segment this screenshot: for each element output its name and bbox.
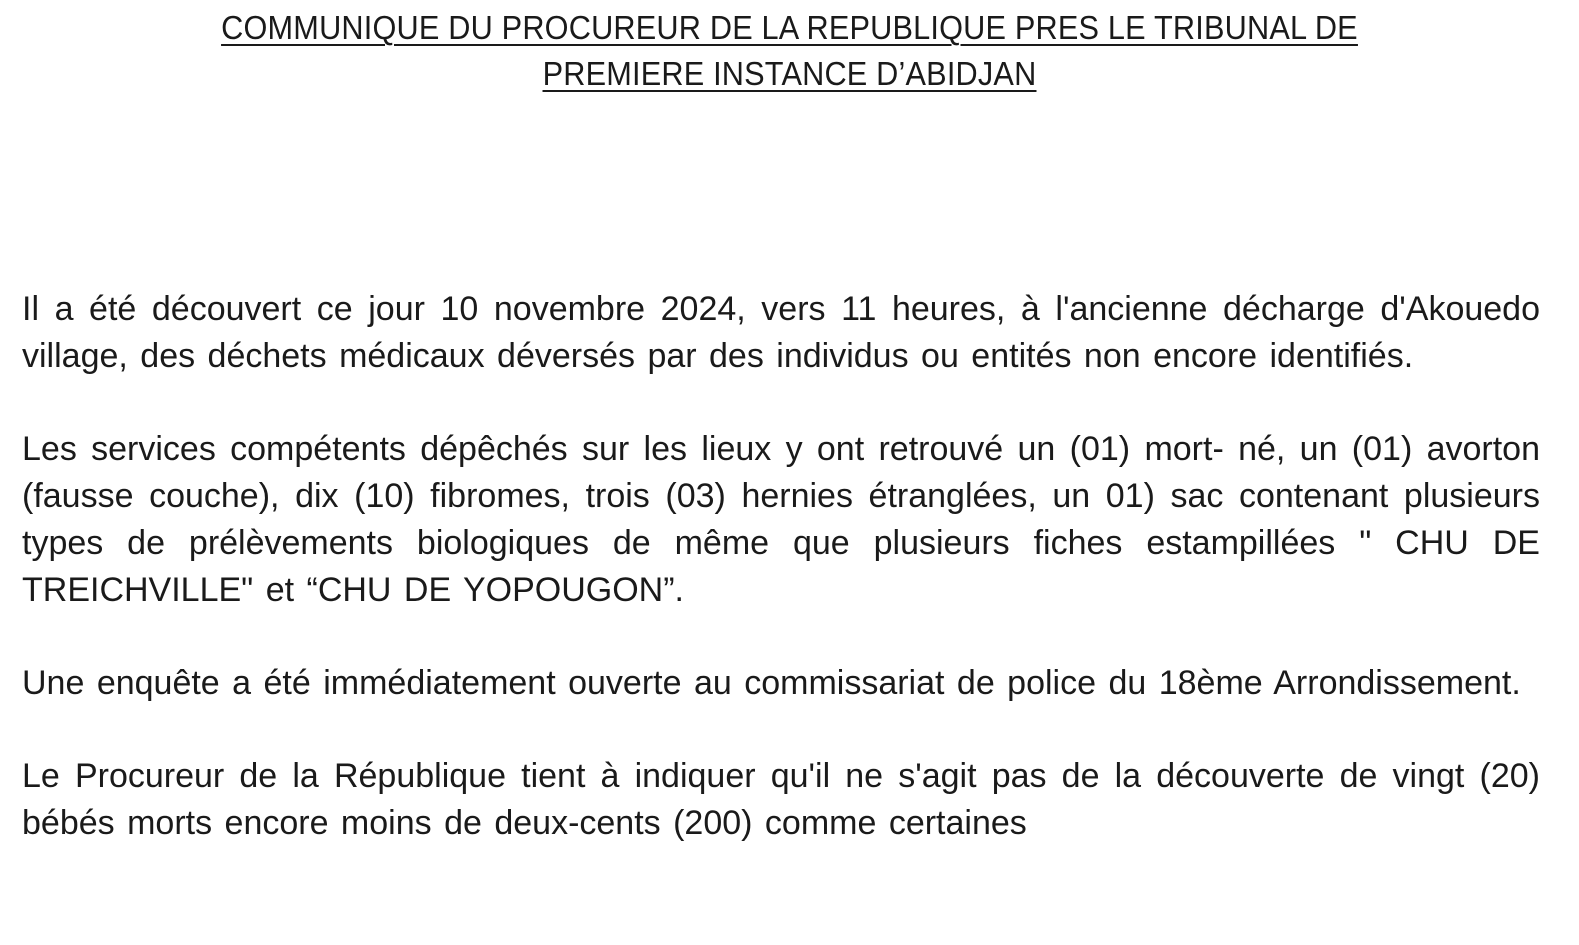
paragraph-investigation: Une enquête a été immédiatement ouverte au commissariat de police du 18ème Arrondissement. (22, 664, 1521, 702)
title-line-1-text: COMMUNIQUE DU PROCUREUR DE LA REPUBLIQUE PRES LE TRIBUNAL DE (221, 9, 1358, 46)
document-body (22, 286, 1540, 893)
paragraph-prosecutor-statement: Le Procureur de la République tient à indiquer qu'il ne s'agit pas de la découverte de vingt (20) bébés morts encore moins de deux-cents (200) comme certaines (22, 757, 1540, 842)
paragraph-discovery: Il a été découvert ce jour 10 novembre 2024, vers 11 heures, à l'ancienne décharge d'Akouedo village, des déchets médicaux déversés par des individus ou entités non encore identifiés. (22, 290, 1540, 375)
title-line-2 (111, 51, 1468, 97)
document-title (60, 5, 1519, 97)
title-line-1 (111, 5, 1468, 51)
paragraph-findings: Les services compétents dépêchés sur les lieux y ont retrouvé un (01) mort- né, un (01) avorton (fausse couche), dix (10) fibromes, trois (03) hernies étranglées, un 01) sac contenant plusieurs types de prélèvements biologiques de même que plusieurs fiches estampillées " CHU DE TREICHVILLE" et “CHU DE YOPOUGON”. (22, 430, 1540, 609)
title-line-2-text: PREMIERE INSTANCE D’ABIDJAN (542, 55, 1037, 92)
